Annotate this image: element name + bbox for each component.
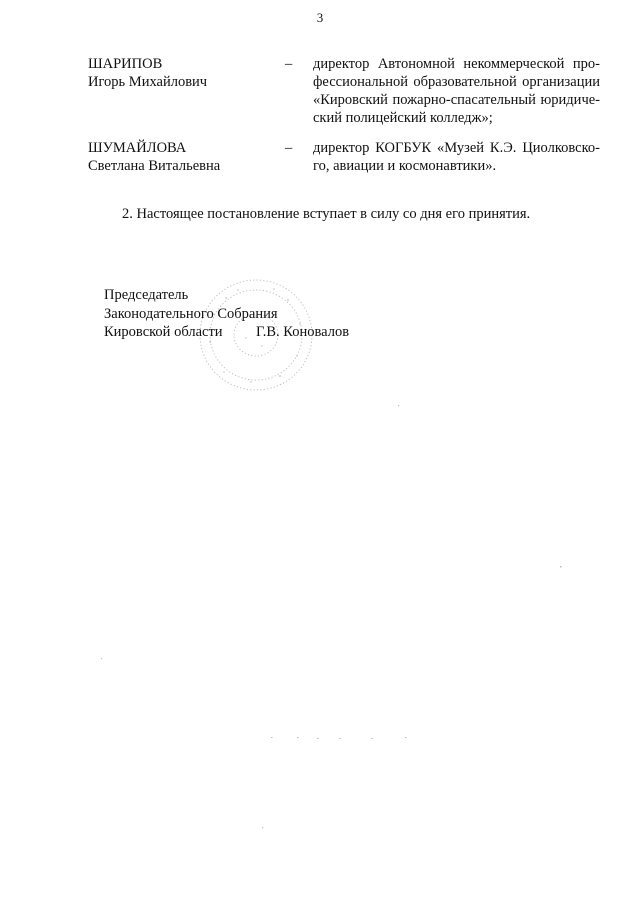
- member-surname: ШУМАЙЛОВА: [88, 140, 187, 156]
- member-name: [88, 55, 278, 91]
- signer-name: Г.В. Коновалов: [256, 324, 350, 340]
- signature-title-line: Законодательного Собрания: [104, 305, 278, 322]
- description-line: директор КОГБУК «Музей К.Э. Циолковско-: [313, 140, 600, 156]
- member-entry: [88, 55, 600, 127]
- description-line: директор Автономной некоммерческой про-: [313, 56, 600, 72]
- description-line: «Кировский пожарно-спасательный юридиче-: [313, 92, 600, 108]
- description-line: го, авиации и космонавтики».: [313, 158, 497, 174]
- clause-2: 2. Настоящее постановление вступает в силу со дня его принятия.: [122, 206, 531, 222]
- page-number: 3: [316, 10, 324, 25]
- signature-title-line: Председатель: [104, 287, 189, 303]
- description-line: ский полицейский колледж»;: [313, 110, 493, 126]
- signature-title-line: Кировской области: [104, 324, 223, 340]
- member-description: [313, 139, 600, 175]
- member-description: [313, 55, 600, 127]
- member-name: [88, 139, 278, 175]
- description-line: фессиональной образовательной организации: [313, 74, 600, 90]
- entry-dash: –: [285, 56, 293, 72]
- member-entry: [88, 139, 600, 179]
- member-given-names: Светлана Витальевна: [88, 158, 221, 174]
- member-given-names: Игорь Михайлович: [88, 74, 208, 90]
- member-surname: ШАРИПОВ: [88, 56, 163, 72]
- signature-block: [104, 286, 424, 396]
- entry-dash: –: [285, 140, 293, 156]
